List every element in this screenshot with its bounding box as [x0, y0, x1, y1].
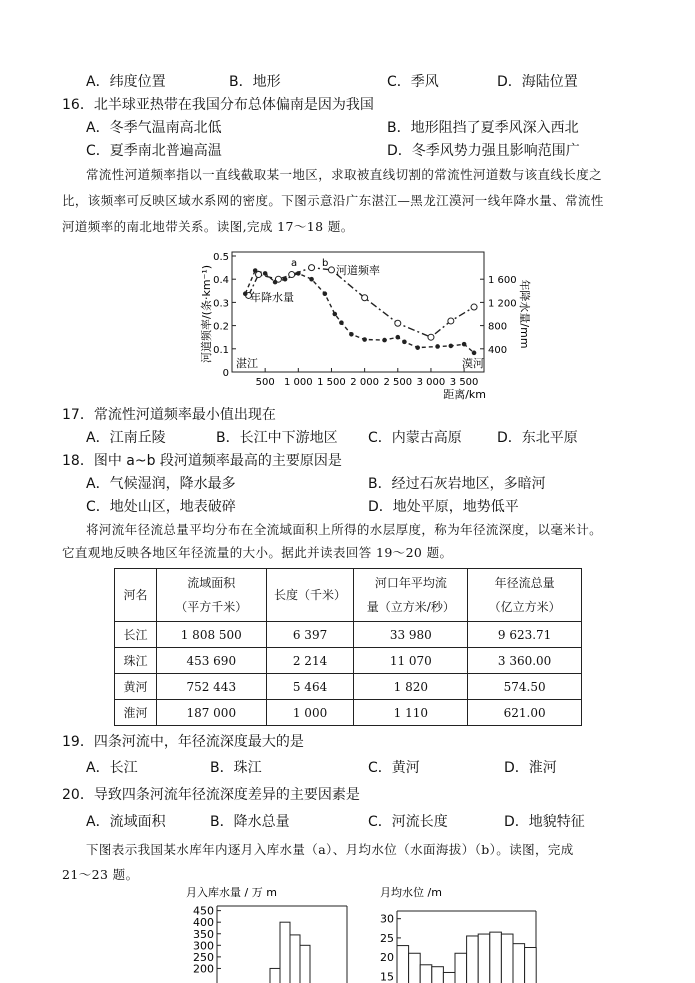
table-cell: 33 980 — [354, 622, 468, 648]
q17-option-d: D．东北平原 — [497, 430, 578, 446]
q16-option-a: A．冬季气温南高北低 — [86, 120, 222, 136]
chart-a-tick-label: 250 — [193, 950, 214, 964]
chart-b-bar — [525, 948, 537, 983]
frequency-point — [289, 272, 295, 278]
precipitation-point — [402, 340, 407, 345]
q17-option-c: C．内蒙古高原 — [368, 430, 462, 446]
q18-option-b: B．经过石灰岩地区，多暗河 — [368, 476, 546, 492]
frequency-point — [328, 267, 334, 273]
chart-a-tick-label: 400 — [193, 916, 214, 930]
chart-a-tick-label: 450 — [193, 904, 214, 918]
table-header-row — [115, 569, 582, 622]
y-right-tick-label: 400 — [488, 344, 508, 356]
y-left-tick-label: 0.4 — [213, 275, 229, 287]
chart-y-left-label: 河道频率/(条·km⁻¹) — [200, 264, 213, 364]
x-tick-label: 500 — [255, 377, 275, 388]
chart-b-bar — [478, 934, 490, 983]
table-cell: 淮河 — [115, 700, 157, 726]
q16-option-d: D．冬季风势力强且影响范围广 — [387, 143, 580, 159]
river-data-table — [114, 568, 582, 726]
q19-option-c: C．黄河 — [368, 760, 420, 776]
q19-stem: 19．四条河流中，年径流深度最大的是 — [62, 734, 304, 750]
table-header-cell: 流域面积 （平方千米） — [156, 569, 266, 622]
q19-option-b: B．珠江 — [210, 760, 262, 776]
chart-y-right-ticks — [480, 275, 517, 356]
frequency-point — [362, 295, 368, 301]
q17-option-a: A．江南丘陵 — [86, 430, 166, 446]
q20-option-c: C．河流长度 — [368, 814, 448, 830]
y-left-tick-label: 0.3 — [213, 298, 229, 310]
passage3-line-1: 下图表示我国某水库年内逐月入库水量（a）、月均水位（水面海拔）（b）。读图，完成 — [86, 842, 574, 857]
precipitation-point — [362, 337, 367, 342]
table-header-cell: 长度（千米） — [266, 569, 354, 622]
frequency-point — [256, 272, 262, 278]
precipitation-point — [283, 277, 288, 282]
chart-b-bar — [432, 967, 444, 983]
table-cell: 9 623.71 — [468, 622, 582, 648]
river-frequency-chart — [0, 236, 695, 406]
chart-b-bar — [467, 936, 479, 983]
table-cell: 5 464 — [266, 674, 354, 700]
y-left-tick-label: 0.5 — [213, 252, 229, 263]
frequency-point — [395, 320, 401, 326]
precipitation-point — [253, 268, 258, 273]
table-cell: 1 820 — [354, 674, 468, 700]
chart-x-label: 距离/km — [443, 388, 486, 401]
series-label-river-frequency: 河道频率 — [336, 264, 380, 277]
frequency-point — [471, 304, 477, 310]
table-cell: 黄河 — [115, 674, 157, 700]
q17-stem: 17．常流性河道频率最小值出现在 — [62, 407, 276, 423]
passage1-line-1: 常流性河道频率指以一直线截取某一地区，求取被直线切割的常流性河道数与该直线长度之 — [86, 167, 603, 182]
table-cell: 11 070 — [354, 648, 468, 674]
chart-a-tick-label: 350 — [193, 927, 214, 941]
precipitation-point — [382, 338, 387, 343]
chart-start-label: 湛江 — [236, 357, 258, 370]
q20-option-a: A．流域面积 — [86, 814, 166, 830]
passage2-line-1: 将河流年径流总量平均分布在全流域面积上所得的水层厚度，称为年径流深度，以毫米计。 — [86, 522, 603, 537]
precipitation-point — [243, 291, 248, 296]
precipitation-point — [309, 277, 314, 282]
chart-b-bar — [501, 934, 513, 983]
passage2-line-2: 它直观地反映各地区年径流量的大小。据此并读表回答 19～20 题。 — [62, 545, 453, 560]
chart-a-bar — [300, 945, 310, 983]
table-cell: 1 808 500 — [156, 622, 266, 648]
chart-end-label: 漠河 — [462, 357, 484, 370]
passage1-line-3: 河道频率的南北地带关系。读图,完成 17～18 题。 — [62, 219, 354, 234]
point-label-a: a — [291, 258, 298, 269]
chart-a-tick-label: 200 — [193, 962, 214, 976]
table-cell: 574.50 — [468, 674, 582, 700]
chart-b-tick-label: 15 — [380, 970, 394, 983]
x-tick-label: 3 000 — [416, 377, 446, 388]
table-row — [115, 622, 582, 648]
chart-a-bar — [270, 968, 280, 983]
table-cell: 3 360.00 — [468, 648, 582, 674]
q15-option-d: D．海陆位置 — [497, 74, 578, 90]
series-label-precipitation: 年降水量 — [250, 291, 294, 304]
x-tick-label: 2 500 — [383, 377, 413, 388]
precipitation-point — [472, 351, 477, 356]
q20-option-b: B．降水总量 — [210, 814, 290, 830]
point-label-b: b — [322, 258, 329, 269]
y-right-tick-label: 1 600 — [488, 275, 517, 287]
chart-b-tick-label: 30 — [380, 912, 394, 926]
x-tick-label: 3 500 — [449, 377, 479, 388]
q15-option-c: C．季风 — [387, 74, 439, 90]
precipitation-point — [435, 344, 440, 349]
q20-stem: 20．导致四条河流年径流深度差异的主要因素是 — [62, 787, 360, 803]
precipitation-point — [323, 291, 328, 296]
frequency-point — [428, 334, 434, 340]
chart-x-ticks — [256, 368, 479, 388]
passage3-line-2: 21～23 题。 — [62, 867, 139, 882]
chart-a-inflow — [193, 905, 347, 983]
q16-option-b: B．地形阻挡了夏季风深入西北 — [387, 120, 579, 136]
chart-b-tick-label: 25 — [380, 931, 394, 945]
table-cell: 2 214 — [266, 648, 354, 674]
y-right-tick-label: 800 — [488, 321, 508, 333]
table-header-cell: 河口年平均流 量（立方米/秒） — [354, 569, 468, 622]
precipitation-point — [273, 280, 278, 285]
x-tick-label: 1 000 — [283, 377, 313, 388]
q19-option-a: A．长江 — [86, 760, 138, 776]
precipitation-point — [462, 342, 467, 347]
table-row — [115, 674, 582, 700]
q19-option-d: D．淮河 — [504, 760, 557, 776]
precipitation-point — [332, 312, 337, 317]
q18-option-a: A．气候湿润，降水最多 — [86, 476, 236, 492]
table-cell: 752 443 — [156, 674, 266, 700]
y-right-tick-label: 1 200 — [488, 298, 517, 310]
frequency-point — [448, 318, 454, 324]
chart-a-bar — [280, 922, 290, 983]
q16-stem: 16．北半球亚热带在我国分布总体偏南是因为我国 — [62, 97, 374, 113]
q18-option-c: C．地处山区，地表破碎 — [86, 499, 236, 515]
table-cell: 6 397 — [266, 622, 354, 648]
frequency-point — [309, 265, 315, 271]
y-left-tick-label: 0.2 — [213, 321, 229, 333]
q18-stem: 18．图中 a~b 段河道频率最高的主要原因是 — [62, 453, 342, 469]
chart-b-water-level — [380, 911, 536, 983]
table-cell: 621.00 — [468, 700, 582, 726]
precipitation-point — [349, 332, 354, 337]
chart-b-bar — [490, 932, 502, 983]
q15-option-a: A．纬度位置 — [86, 74, 166, 90]
table-cell: 1 000 — [266, 700, 354, 726]
q16-option-c: C．夏季南北普遍高温 — [86, 143, 222, 159]
chart-b-bar — [455, 953, 467, 983]
q17-option-b: B．长江中下游地区 — [216, 430, 338, 446]
table-row — [115, 700, 582, 726]
precipitation-point — [395, 335, 400, 340]
y-left-tick-label: 0.1 — [213, 344, 229, 356]
reservoir-charts — [0, 880, 695, 983]
table-cell: 1 110 — [354, 700, 468, 726]
q20-option-d: D．地貌特征 — [504, 814, 585, 830]
q18-option-d: D．地处平原，地势低平 — [368, 499, 519, 515]
table-cell: 珠江 — [115, 648, 157, 674]
chart-a-tick-label: 300 — [193, 939, 214, 953]
table-header-cell: 河名 — [115, 569, 157, 622]
chart-b-bar — [409, 953, 421, 983]
chart-a-bar — [290, 935, 300, 983]
precipitation-point — [339, 320, 344, 325]
chart-b-bar — [443, 972, 455, 983]
table-row — [115, 648, 582, 674]
chart-a-ylabel: 月入库水量 / 万 m — [186, 886, 277, 899]
table-header-cell: 年径流总量 （亿立方米） — [468, 569, 582, 622]
passage1-line-2: 比，该频率可反映区域水系网的密度。下图示意沿广东湛江—黑龙江漠河一线年降水量、常流性 — [62, 193, 604, 208]
precipitation-point — [449, 344, 454, 349]
x-tick-label: 2 000 — [350, 377, 379, 388]
series-precipitation-line — [245, 271, 474, 353]
table-cell: 453 690 — [156, 648, 266, 674]
chart-y-right-label: 年降水量/mm — [518, 279, 531, 349]
q15-option-b: B．地形 — [229, 74, 281, 90]
precipitation-point — [415, 345, 420, 350]
chart-b-bar — [397, 946, 409, 983]
y-left-tick-label: 0 — [222, 368, 229, 379]
table-cell: 长江 — [115, 622, 157, 648]
chart-b-tick-label: 20 — [380, 951, 394, 965]
chart-b-bar — [420, 965, 432, 983]
chart-y-left-ticks — [213, 252, 236, 379]
precipitation-point — [296, 271, 301, 276]
chart-b-bar — [513, 944, 525, 983]
table-cell: 187 000 — [156, 700, 266, 726]
x-tick-label: 1 500 — [317, 377, 346, 388]
chart-b-ylabel: 月均水位 /m — [380, 886, 442, 899]
precipitation-point — [263, 271, 268, 276]
